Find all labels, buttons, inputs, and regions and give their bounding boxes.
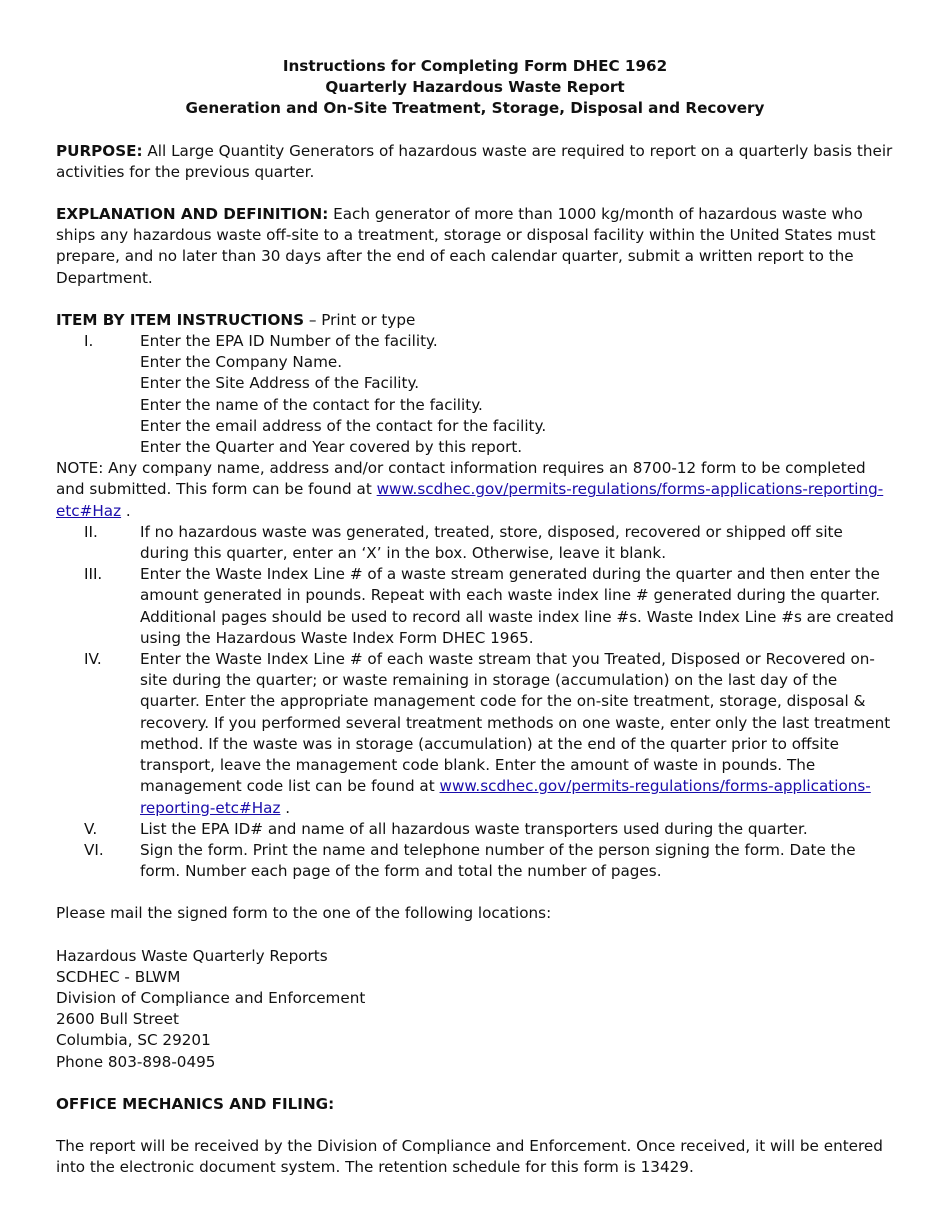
item-4-text: Enter the Waste Index Line # of each waste stream that you Treated, Disposed or Recovered on-site during the quarter; or waste remaining in storage (accumulation) on the last day of the quarter. Enter the appropriate management code for the on-site treatment, storage, disposal & recovery. If you performed several treatment methods on one waste, enter only the last treatment method. If the waste was in storage (accumulation) at the end of the quarter prior to offsite transport, leave the management code blank. Enter the amount of waste in pounds. The management code list can be found at	[140, 650, 891, 796]
item-number: V.	[84, 819, 98, 838]
title-line-3: Generation and On-Site Treatment, Storage, Disposal and Recovery	[185, 99, 765, 118]
office-paragraph: The report will be received by the Division of Compliance and Enforcement. Once received, it will be entered into the electronic document system. The retention schedule for this form is 13429.	[56, 1136, 883, 1177]
purpose-text: All Large Quantity Generators of hazardous waste are required to report on a quarterly basis their activities for the previous quarter.	[56, 141, 893, 181]
instruction-item-3	[56, 564, 894, 649]
instruction-item-1	[56, 331, 894, 458]
item-6-text: Sign the form. Print the name and telephone number of the person signing the form. Date the form. Number each page of the form and total the number of pages.	[140, 840, 856, 881]
mailing-address	[56, 946, 894, 1073]
explanation-label: EXPLANATION AND DEFINITION:	[56, 205, 329, 224]
item-1-line: Enter the email address of the contact for the facility.	[140, 416, 547, 435]
mail-intro: Please mail the signed form to the one of the following locations:	[56, 904, 552, 923]
note-after: .	[121, 501, 131, 520]
instruction-item-4	[56, 649, 894, 819]
item-5-text: List the EPA ID# and name of all hazardous waste transporters used during the quarter.	[140, 819, 808, 838]
title-line-2: Quarterly Hazardous Waste Report	[325, 78, 625, 97]
instruction-item-6	[56, 840, 894, 882]
item-number: IV.	[84, 650, 102, 669]
instructions-label: ITEM BY ITEM INSTRUCTIONS	[56, 310, 305, 329]
item-number: I.	[84, 332, 94, 351]
management-code-link[interactable]: www.scdhec.gov/permits-regulations/forms-applications-reporting-etc#Haz	[140, 777, 871, 817]
address-line: 2600 Bull Street	[56, 1010, 179, 1029]
explanation-paragraph	[56, 204, 894, 289]
title-line-1: Instructions for Completing Form DHEC 1962	[282, 57, 668, 75]
address-line: Division of Compliance and Enforcement	[56, 988, 366, 1007]
item-2-text: If no hazardous waste was generated, treated, store, disposed, recovered or shipped off site during this quarter, enter an ‘X’ in the box. Otherwise, leave it blank.	[140, 522, 843, 563]
item-1-line: Enter the Quarter and Year covered by this report.	[140, 438, 523, 457]
instructions-suffix: – Print or type	[304, 310, 416, 329]
note-text: NOTE: Any company name, address and/or contact information requires an 8700-12 form to be completed and submitted. This form can be found at	[56, 459, 866, 499]
address-phone: Phone 803-898-0495	[56, 1052, 216, 1071]
purpose-label: PURPOSE:	[56, 141, 143, 160]
item-number: II.	[84, 522, 98, 541]
instruction-item-5	[56, 819, 894, 840]
explanation-text: Each generator of more than 1000 kg/month of hazardous waste who ships any hazardous waste off-site to a treatment, storage or disposal facility within the United States must prepare, and no later than 30 days after the end of each calendar quarter, submit a written report to the Department.	[56, 205, 876, 287]
item-1-line: Enter the Company Name.	[140, 353, 343, 372]
instruction-item-2	[56, 522, 894, 564]
item-number: III.	[84, 565, 103, 584]
item-1-line: Enter the Site Address of the Facility.	[140, 374, 420, 393]
forms-link[interactable]: www.scdhec.gov/permits-regulations/forms-applications-reporting-etc#Haz	[56, 480, 884, 520]
office-heading: OFFICE MECHANICS AND FILING:	[56, 1094, 335, 1113]
address-line: SCDHEC - BLWM	[56, 967, 181, 986]
item-4-after: .	[280, 798, 291, 817]
purpose-paragraph	[56, 141, 894, 183]
item-1-line: Enter the EPA ID Number of the facility.	[140, 332, 438, 351]
item-3-text: Enter the Waste Index Line # of a waste stream generated during the quarter and then enter the amount generated in pounds. Repeat with each waste index line # generated during the quarter. Additional pages should be used to record all waste index line #s. Waste Index Line #s are created using the Hazardous Waste Index Form DHEC 1965.	[140, 565, 894, 647]
item-number: VI.	[84, 840, 104, 859]
item-1-line: Enter the name of the contact for the facility.	[140, 395, 483, 414]
address-line: Columbia, SC 29201	[56, 1031, 211, 1050]
note-paragraph	[56, 458, 894, 522]
address-line: Hazardous Waste Quarterly Reports	[56, 946, 328, 965]
instructions-heading	[56, 310, 894, 331]
